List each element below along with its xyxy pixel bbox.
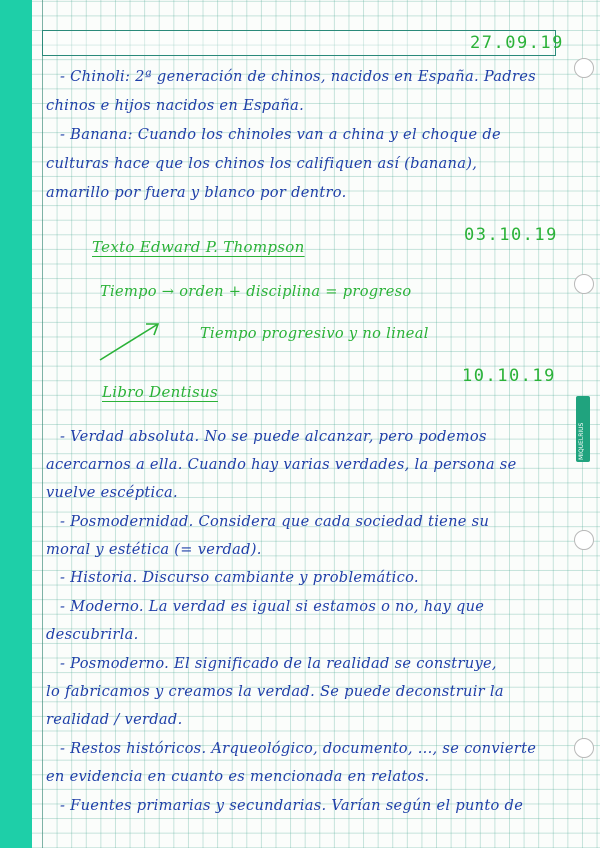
note-line: - Restos históricos. Arqueológico, documento, ..., se convierte xyxy=(60,740,537,757)
binder-hole-icon xyxy=(574,274,594,294)
binder-hole-icon xyxy=(574,58,594,78)
diagonal-arrow-icon xyxy=(96,318,166,364)
note-line: amarillo por fuera y blanco por dentro. xyxy=(46,184,347,201)
section-title: Libro Dentisus xyxy=(102,383,218,401)
note-line: - Chinoli: 2ª generación de chinos, nacidos en España. Padres xyxy=(60,68,536,85)
date-3: 10.10.19 xyxy=(462,366,556,386)
section-title: Texto Edward P. Thompson xyxy=(92,238,305,256)
note-line: - Fuentes primarias y secundarias. Varían según el punto de xyxy=(60,797,524,814)
note-line: en evidencia en cuanto es mencionada en relatos. xyxy=(46,768,430,785)
note-line: vuelve escéptica. xyxy=(46,484,178,501)
margin-line xyxy=(42,0,43,848)
binder-hole-icon xyxy=(574,530,594,550)
note-line: - Verdad absoluta. No se puede alcanzar, pero podemos xyxy=(60,428,487,445)
brand-tab xyxy=(576,396,590,462)
note-line: - Banana: Cuando los chinoles van a china y el choque de xyxy=(60,126,501,143)
green-side-band xyxy=(0,0,32,848)
note-line: moral y estética (= verdad). xyxy=(46,541,262,558)
note-line: culturas hace que los chinos los califiquen así (banana), xyxy=(46,155,478,172)
note-line: acercarnos a ella. Cuando hay varias verdades, la persona se xyxy=(46,456,517,473)
note-line: - Posmodernidad. Considera que cada sociedad tiene su xyxy=(60,513,490,530)
binder-hole-icon xyxy=(574,738,594,758)
date-1: 27.09.19 xyxy=(470,33,564,53)
note-line: chinos e hijos nacidos en España. xyxy=(46,97,305,114)
date-2: 03.10.19 xyxy=(464,225,558,245)
note-line: descubrirla. xyxy=(46,626,139,643)
equation-line: Tiempo → orden + disciplina = progreso xyxy=(100,283,412,300)
note-line: lo fabricamos y creamos la verdad. Se puede deconstruir la xyxy=(46,683,504,700)
brand-tab-label: MIQUELRIUS xyxy=(578,422,585,460)
note-line: - Historia. Discurso cambiante y problemático. xyxy=(60,569,419,586)
note-line: Tiempo progresivo y no lineal xyxy=(200,325,429,342)
note-line: - Moderno. La verdad es igual si estamos o no, hay que xyxy=(60,598,485,615)
note-line: realidad / verdad. xyxy=(46,711,183,728)
note-line: - Posmoderno. El significado de la realidad se construye, xyxy=(60,655,497,672)
